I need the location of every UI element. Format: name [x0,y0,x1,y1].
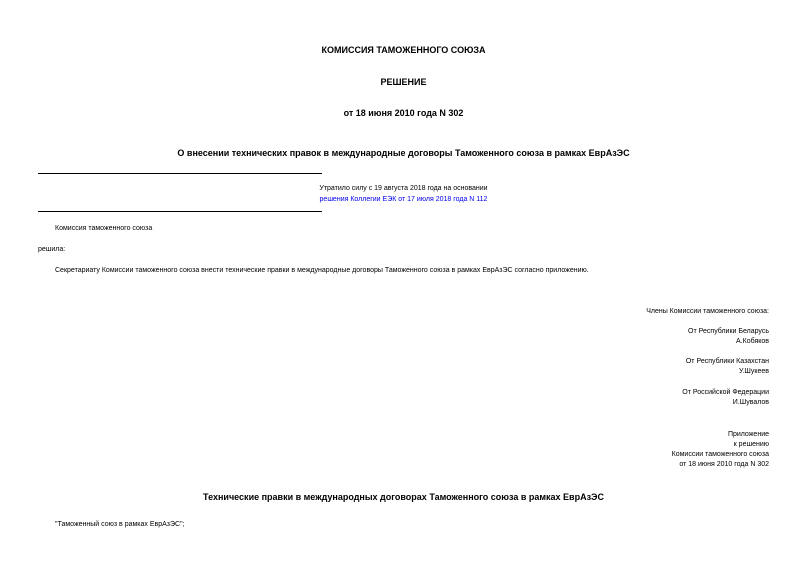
members-title: Члены Комиссии таможенного союза: [646,308,769,315]
top-divider [38,173,322,174]
appendix-label: Приложение [727,431,769,438]
appendix-commission: Комиссии таможенного союза [671,451,769,458]
member-name-belarus: А.Кобяков [736,338,769,345]
resolved-paragraph: решила: [38,246,66,253]
decision-heading: РЕШЕНИЕ [380,77,427,87]
member-name-kazakhstan: У.Шукеев [738,368,769,375]
decision-date: от 18 июня 2010 года N 302 [343,108,464,118]
member-name-russia: И.Шувалов [732,399,769,406]
organization-heading: КОМИССИЯ ТАМОЖЕННОГО СОЮЗА [321,45,486,55]
expired-notice: Утратило силу с 19 августа 2018 года на основании [319,185,488,192]
appendix-to-decision: к решению [733,441,769,448]
technical-quote: "Таможенный союз в рамках ЕврАзЭС"; [55,521,185,528]
appendix-date: от 18 июня 2010 года N 302 [679,461,769,468]
member-country-kazakhstan: От Республики Казахстан [685,358,769,365]
document-title: О внесении технических правок в международные договоры Таможенного союза в рамках ЕврАзЭС [177,148,630,158]
repeal-decision-link[interactable]: решения Коллегии ЕЭК от 17 июля 2018 года N 112 [319,196,488,203]
secretariat-paragraph: Секретариату Комиссии таможенного союза внести технические правки в международные договоры Таможенного союза в рамках ЕврАзЭС согласно приложению. [55,267,589,274]
bottom-divider [38,211,322,212]
technical-heading: Технические правки в международных договорах Таможенного союза в рамках ЕврАзЭС [203,492,604,502]
member-country-belarus: От Республики Беларусь [688,328,769,335]
member-country-russia: От Российской Федерации [682,389,769,396]
commission-paragraph: Комиссия таможенного союза [55,225,153,232]
